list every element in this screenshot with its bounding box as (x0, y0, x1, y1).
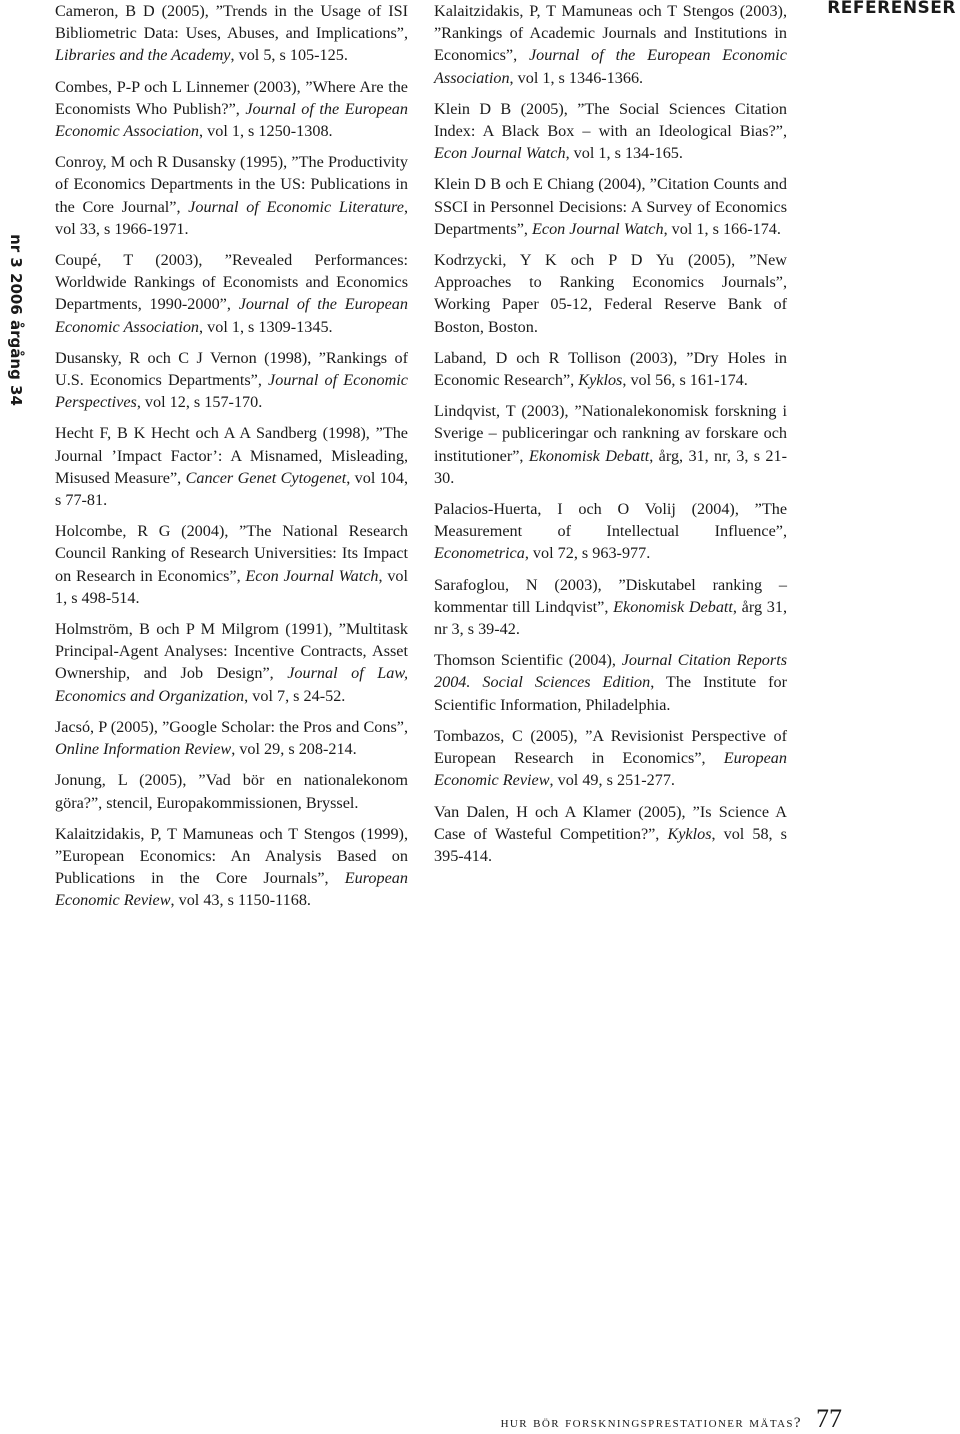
reference-text: Jonung, L (2005), ”Vad bör en nationalekonom göra?”, stencil, Europakommissionen, Bryssel. (55, 771, 408, 812)
reference-entry (434, 249, 787, 338)
reference-entry (434, 347, 787, 391)
reference-text: , vol 56, s 161-174. (622, 371, 748, 390)
reference-text: , vol 43, s 1150-1168. (170, 891, 311, 910)
reference-source-title: Cancer Genet Cytogenet (185, 468, 347, 487)
reference-text: Palacios-Huerta, I och O Volij (2004), ”The Measurement of Intellectual Influence”, (434, 500, 787, 541)
reference-source-title: Journal of Economic Perspectives (55, 371, 408, 412)
reference-entry (55, 716, 408, 760)
reference-entry (55, 769, 408, 813)
running-title: hur bör forskningsprestationer mätas? (500, 1415, 802, 1431)
reference-text: , vol 1, s 134-165. (565, 144, 683, 163)
reference-text: Coupé, T (2003), ”Revealed Performances: Worldwide Rankings of Economists and Economics Departments, 1990-2000”, (55, 251, 408, 314)
section-title: REFERENSER (827, 0, 956, 18)
reference-text: Kalaitzidakis, P, T Mamuneas och T Stengos (1999), ”European Economics: An Analysis Based on Publications in the Core Journals”, (55, 824, 408, 888)
reference-text: Conroy, M och R Dusansky (1995), ”The Productivity of Economics Departments in the US: Publications in the Core Journal”, (55, 153, 408, 216)
reference-text: Tombazos, C (2005), ”A Revisionist Perspective of European Research in Economics”, (434, 726, 787, 768)
reference-text: , vol 12, s 157-170. (136, 393, 263, 412)
reference-entry (55, 823, 408, 912)
reference-text: , vol 33, s 1966-1971. (55, 197, 408, 238)
reference-text: , vol 1, s 1309-1345. (199, 317, 333, 336)
reference-text: , vol 1, s 1250-1308. (199, 122, 333, 141)
reference-text: Klein D B (2005), ”The Social Sciences Citation Index: A Black Box – with an Ideological Bias?”, (434, 99, 787, 141)
reference-source-title: Online Information Review (55, 740, 232, 759)
issue-side-label: nr 3 2006 årgång 34 (7, 234, 25, 406)
reference-source-title: Journal of the European Economic Association (55, 99, 408, 141)
reference-entry (55, 422, 408, 511)
reference-text: , vol 5, s 105-125. (230, 46, 348, 65)
reference-entry (434, 400, 787, 489)
reference-text: , The Institute for Scientific Information, Philadelphia. (434, 673, 787, 714)
reference-source-title: Kyklos (667, 824, 712, 843)
page-number: 77 (816, 1404, 842, 1433)
reference-source-title: Libraries and the Academy (55, 46, 231, 65)
reference-text: , vol 1, s 1346-1366. (509, 68, 644, 87)
reference-text: , årg 31, nr 3, s 39-42. (434, 597, 787, 639)
reference-source-title: Econometrica (434, 544, 525, 563)
reference-text: Combes, P-P och L Linnemer (2003), ”Where Are the Economists Who Publish?”, (55, 77, 408, 118)
reference-entry (434, 574, 787, 641)
reference-text: , vol 7, s 24-52. (244, 686, 346, 705)
reference-entry (434, 725, 787, 792)
reference-text: Lindqvist, T (2003), ”Nationalekonomisk forskning i Sverige – publiceringar och rankning av forskare och institutioner”, (434, 402, 787, 465)
reference-entry (434, 173, 787, 240)
reference-entry (434, 649, 787, 716)
reference-text: , vol 1, s 166-174. (663, 219, 781, 238)
reference-entry (55, 151, 408, 240)
reference-text: Sarafoglou, N (2003), ”Diskutabel ranking – kommentar till Lindqvist”, (434, 575, 787, 616)
reference-text: Klein D B och E Chiang (2004), ”Citation Counts and SSCI in Personnel Decisions: A Survey of Economics Departments”, (434, 175, 787, 238)
reference-entry (434, 801, 787, 868)
reference-entry (434, 498, 787, 565)
reference-text: Dusansky, R och C J Vernon (1998), ”Rankings of U.S. Economics Departments”, (55, 348, 408, 390)
reference-text: , vol 29, s 208-214. (231, 740, 357, 759)
reference-text: , vol 104, s 77-81. (55, 468, 409, 510)
reference-source-title: Journal of the European Economic Association (434, 46, 787, 87)
reference-text: , vol 58, s 395-414. (434, 824, 787, 865)
reference-source-title: Journal of Economic Literature (188, 197, 404, 216)
reference-text: Kodrzycki, Y K och P D Yu (2005), ”New Approaches to Ranking Economics Journals”, Working Paper 05-12, Federal Reserve Bank of Boston, Boston. (434, 251, 787, 336)
reference-source-title: Econ Journal Watch (434, 144, 566, 163)
reference-source-title: Ekonomisk Debatt (613, 597, 733, 616)
reference-source-title: Journal of Law, Economics and Organization (55, 664, 408, 705)
reference-source-title: Journal of the European Economic Association (55, 295, 408, 336)
reference-column-left (55, 0, 408, 921)
reference-text: , vol 72, s 963-977. (524, 544, 651, 563)
reference-text: Hecht F, B K Hecht och A A Sandberg (1998), ”The Journal ’Impact Factor’: A Misnamed, Misleading, Misused Measure”, (55, 424, 408, 487)
reference-entry (55, 0, 408, 67)
reference-text: Holcombe, R G (2004), ”The National Research Council Ranking of Research Universities: Its Impact on Research in Economics”, (55, 522, 408, 585)
reference-source-title: European Economic Review (434, 749, 787, 790)
reference-text: Jacsó, P (2005), ”Google Scholar: the Pros and Cons”, (55, 717, 408, 736)
reference-entry (55, 347, 408, 414)
reference-entry (55, 618, 408, 707)
reference-text: , vol 1, s 498-514. (55, 566, 409, 607)
reference-entry (55, 249, 408, 338)
reference-source-title: European Economic Review (55, 869, 408, 910)
reference-source-title: Econ Journal Watch (245, 566, 379, 585)
reference-entry (434, 0, 787, 89)
reference-source-title: Kyklos (578, 371, 623, 390)
reference-text: Thomson Scientific (2004), (434, 651, 622, 670)
reference-text: Kalaitzidakis, P, T Mamuneas och T Stengos (2003), ”Rankings of Academic Journals and Institutions in Economics”, (434, 2, 787, 65)
reference-source-title: Journal Citation Reports 2004. Social Sciences Edition (434, 651, 787, 692)
reference-entry (55, 76, 408, 143)
reference-source-title: Econ Journal Watch (532, 219, 664, 238)
reference-text: Holmström, B och P M Milgrom (1991), ”Multitask Principal-Agent Analyses: Incentive Contracts, Asset Ownership, and Job Design”, (55, 620, 408, 683)
reference-text: , årg, 31, nr, 3, s 21-30. (434, 446, 787, 487)
page-footer (0, 1400, 960, 1433)
reference-source-title: Ekonomisk Debatt (528, 446, 650, 465)
reference-column-right (434, 0, 787, 876)
reference-text: Van Dalen, H och A Klamer (2005), ”Is Science A Case of Wasteful Competition?”, (434, 802, 787, 843)
reference-text: Laband, D och R Tollison (2003), ”Dry Holes in Economic Research”, (434, 348, 787, 390)
reference-text: Cameron, B D (2005), ”Trends in the Usage of ISI Bibliometric Data: Uses, Abuses, and Implications”, (55, 2, 408, 43)
reference-entry (434, 98, 787, 165)
reference-text: , vol 49, s 251-277. (549, 771, 675, 790)
reference-entry (55, 520, 408, 609)
